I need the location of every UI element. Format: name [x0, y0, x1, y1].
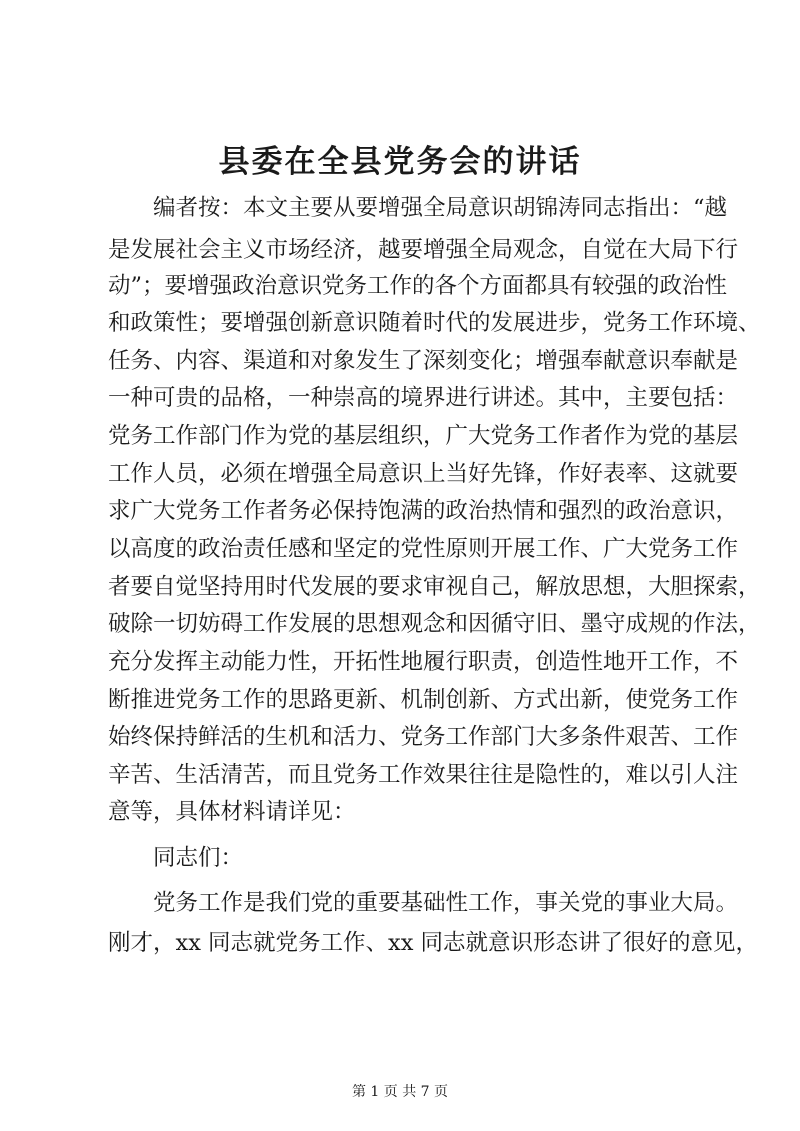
body-line: 始终保持鲜活的生机和活力、党务工作部门大多条件艰苦、工作 — [108, 724, 739, 750]
body-line: 充分发挥主动能力性，开拓性地履行职责，创造性地开工作，不 — [108, 649, 739, 675]
body-line: 求广大党务工作者务必保持饱满的政治热情和强烈的政治意识， — [108, 498, 739, 524]
salutation-line: 同志们： — [108, 845, 244, 871]
body-line: 动”；要增强政治意识党务工作的各个方面都具有较强的政治性 — [108, 273, 728, 299]
document-title: 县委在全县党务会的讲话 — [218, 144, 582, 180]
body-line: 辛苦、生活清苦，而且党务工作效果往往是隐性的，难以引人注 — [108, 762, 739, 788]
body-line: 党务工作部门作为党的基层组织，广大党务工作者作为党的基层 — [108, 423, 739, 449]
body-line: 党务工作是我们党的重要基础性工作，事关党的事业大局。 — [108, 890, 739, 916]
body-line: 工作人员，必须在增强全局意识上当好先锋，作好表率、这就要 — [108, 461, 739, 487]
body-line: 以高度的政治责任感和坚定的党性原则开展工作、广大党务工作 — [108, 536, 739, 562]
body-line: 任务、内容、渠道和对象发生了深刻变化；增强奉献意识奉献是 — [108, 348, 739, 374]
body-line: 和政策性；要增强创新意识随着时代的发展进步，党务工作环境、 — [108, 310, 761, 336]
body-line: 者要自觉坚持用时代发展的要求审视自己，解放思想，大胆探索， — [108, 574, 761, 600]
body-line: 破除一切妨碍工作发展的思想观念和因循守旧、墨守成规的作法， — [108, 611, 761, 637]
body-line: 是发展社会主义市场经济，越要增强全局观念，自觉在大局下行 — [108, 237, 739, 263]
body-line: 刚才，xx 同志就党务工作、xx 同志就意识形态讲了很好的意见， — [108, 930, 759, 956]
page-footer: 第 1 页 共 7 页 — [351, 1084, 449, 1100]
body-line: 意等，具体材料请详见： — [108, 799, 356, 825]
body-line: 断推进党务工作的思路更新、机制创新、方式出新，使党务工作 — [108, 687, 739, 713]
body-line: 编者按：本文主要从要增强全局意识胡锦涛同志指出：“越 — [108, 195, 728, 221]
body-line: 一种可贵的品格，一种崇高的境界进行讲述。其中，主要包括： — [108, 385, 739, 411]
